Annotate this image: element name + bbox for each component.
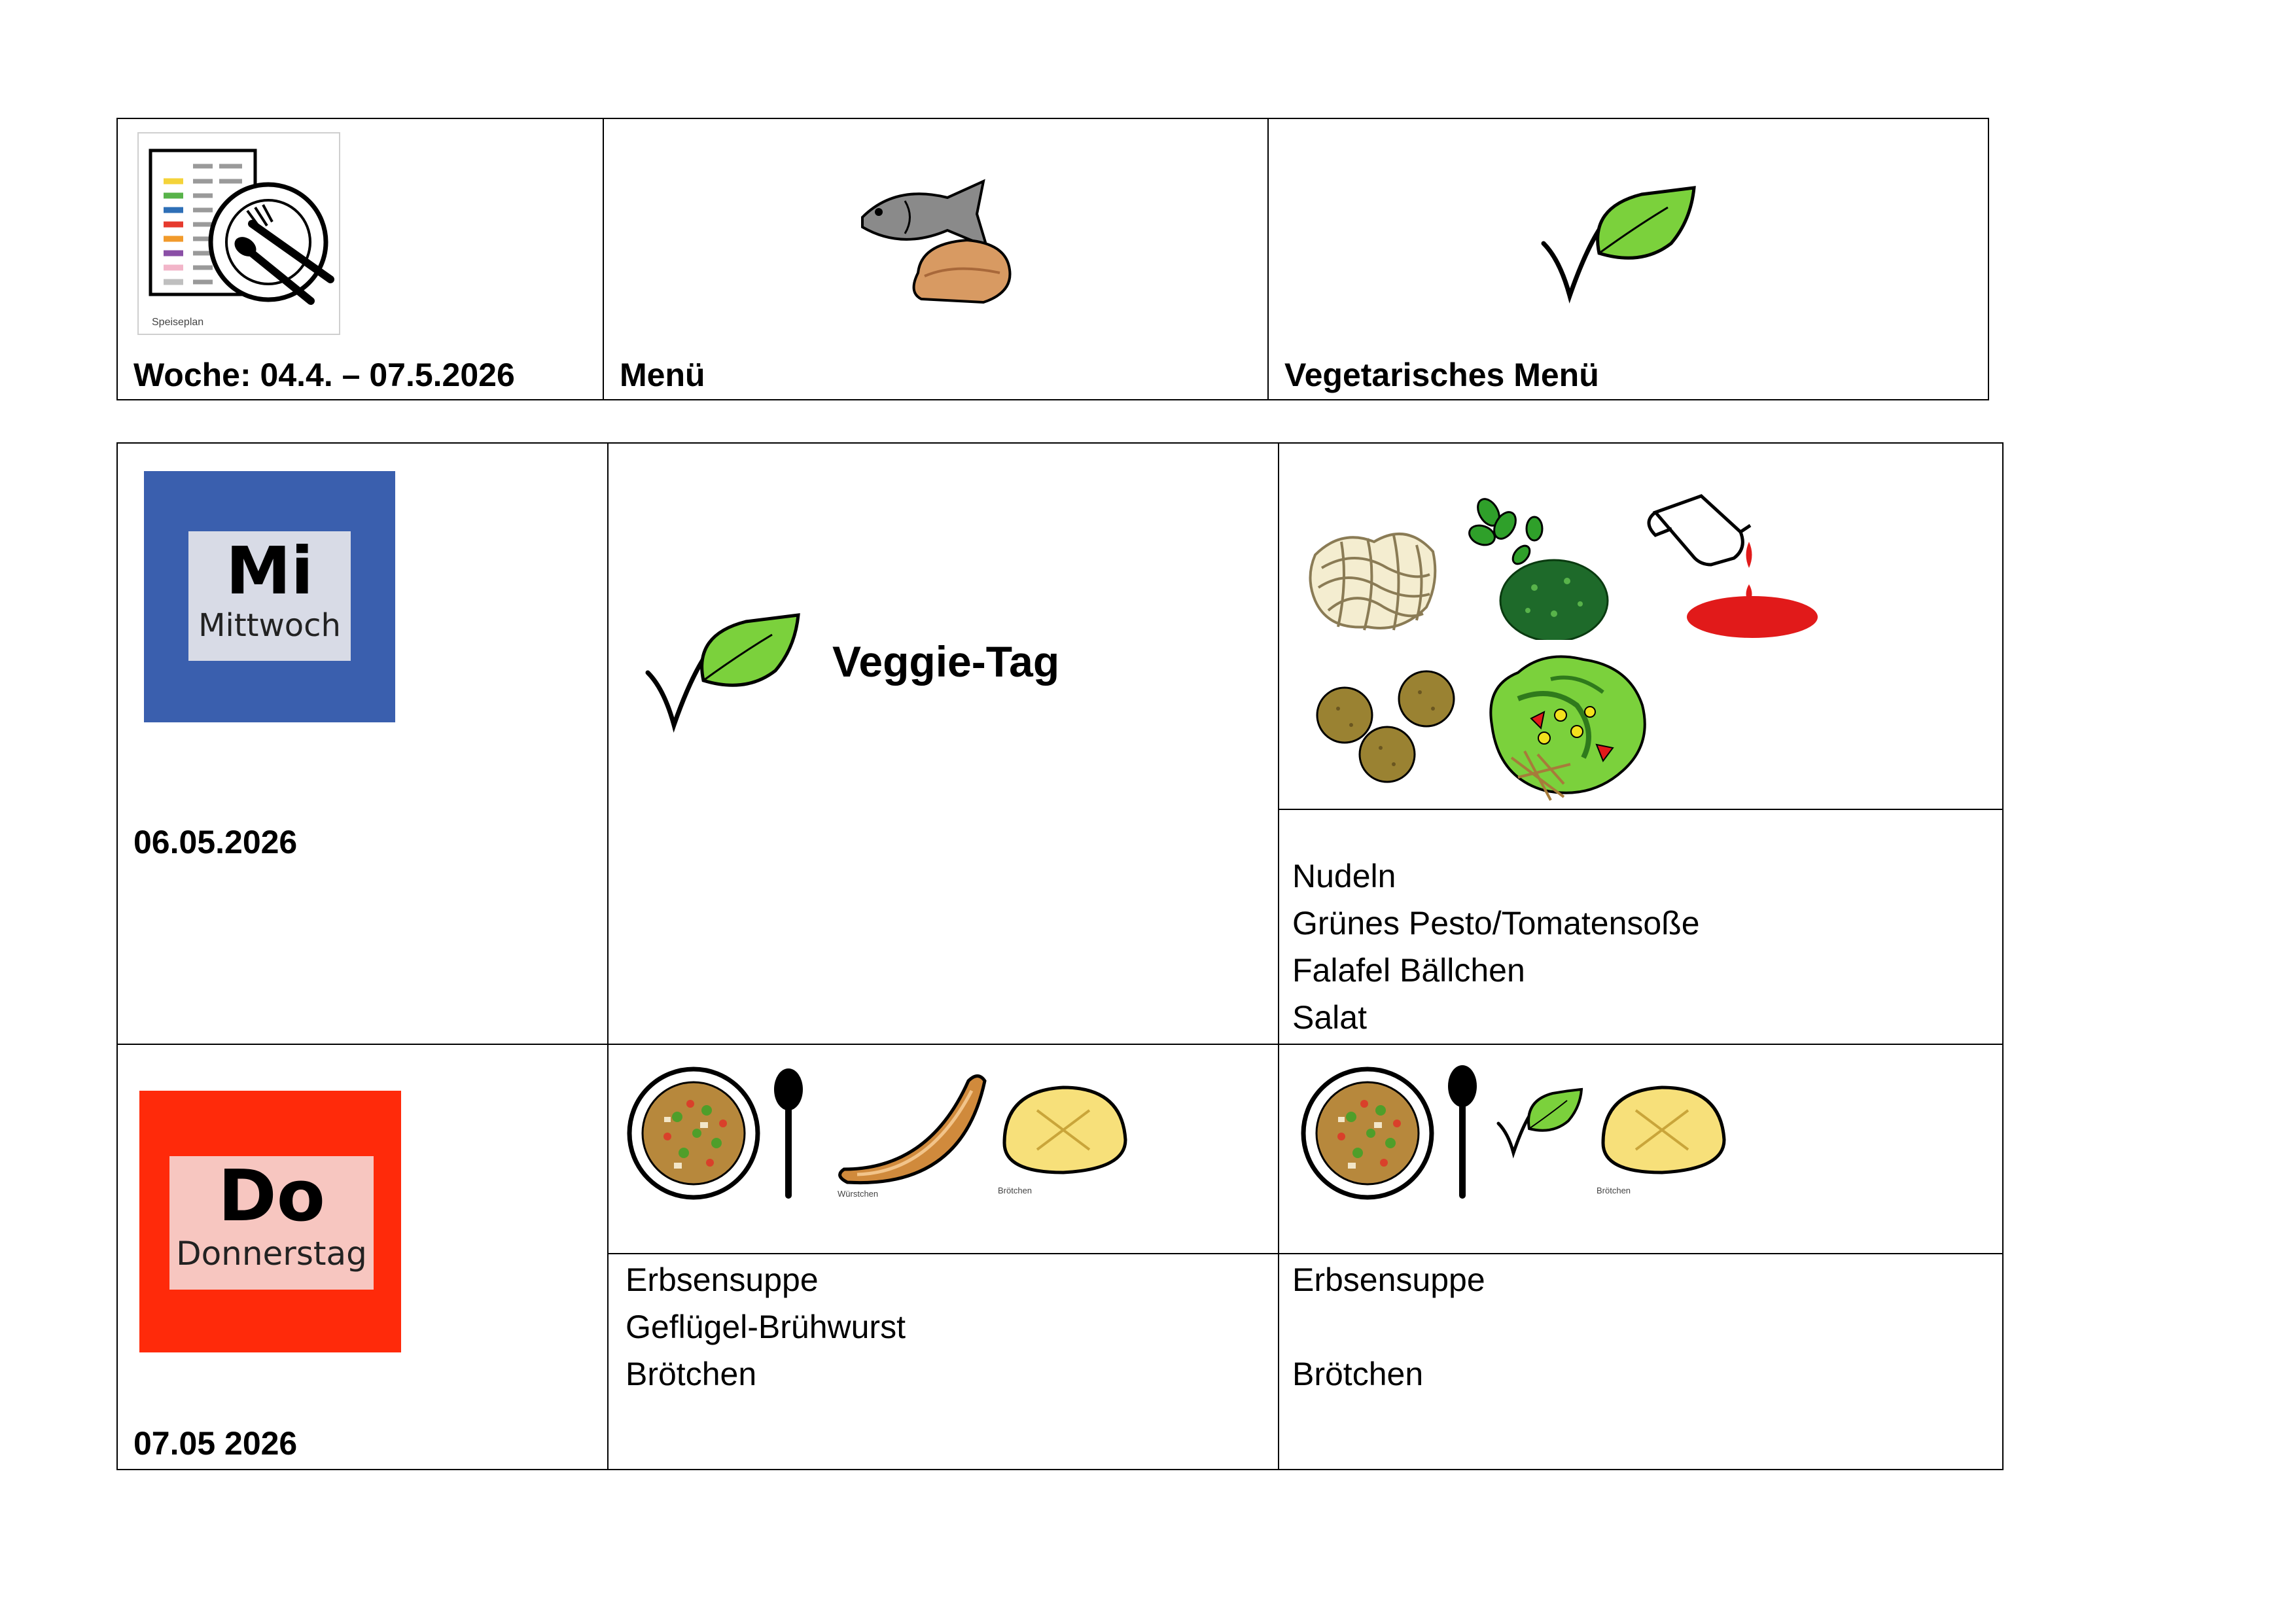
header-menu-cell xyxy=(603,118,1269,400)
sausage-icon xyxy=(831,1065,988,1202)
soup-icon xyxy=(625,1065,762,1202)
menu-text-cell-donnerstag xyxy=(607,1253,1279,1470)
menu-item: Brötchen xyxy=(626,1356,757,1392)
menu-item: Geflügel-Brühwurst xyxy=(626,1309,906,1345)
spoon-icon xyxy=(769,1065,808,1202)
veggie-leaf-icon xyxy=(1495,1084,1587,1163)
pesto-icon xyxy=(1456,489,1633,640)
veg-item: Brötchen xyxy=(1292,1356,1424,1392)
menu-cell-mittwoch xyxy=(607,442,1279,1045)
day-date: 07.05 2026 xyxy=(133,1425,298,1462)
falafel-icon xyxy=(1309,663,1466,794)
menu-image-cell-donnerstag xyxy=(607,1044,1279,1254)
day-cell-donnerstag xyxy=(116,1044,609,1470)
fish-meat-icon xyxy=(843,171,1033,315)
day-name: Mittwoch xyxy=(198,607,341,644)
menu-title: Veggie-Tag xyxy=(832,637,1060,686)
veg-item: Falafel Bällchen xyxy=(1292,952,1525,989)
day-cell-mittwoch xyxy=(116,442,609,1045)
day-name: Donnerstag xyxy=(176,1235,367,1273)
speiseplan-caption: Speiseplan xyxy=(152,317,204,328)
day-abbr: Mi xyxy=(226,533,313,609)
day-badge-donnerstag xyxy=(139,1091,401,1352)
menu-item: Erbsensuppe xyxy=(626,1261,819,1298)
sausage-caption: Würstchen xyxy=(838,1189,879,1199)
speiseplan-icon xyxy=(137,132,340,335)
day-badge-mittwoch xyxy=(144,471,395,722)
header-veg-cell xyxy=(1267,118,1989,400)
spoon-icon xyxy=(1443,1061,1482,1202)
veg-item: Grünes Pesto/Tomatensoße xyxy=(1292,905,1700,942)
week-label: Woche: 04.4. – 07.5.2026 xyxy=(133,357,515,393)
salad-icon xyxy=(1479,646,1655,807)
bread-roll-icon xyxy=(1597,1071,1734,1202)
veg-item: Salat xyxy=(1292,999,1367,1036)
bread-roll-icon xyxy=(998,1071,1135,1202)
veggie-leaf-icon xyxy=(1537,181,1707,312)
header-week-cell xyxy=(116,118,604,400)
soup-icon xyxy=(1299,1065,1436,1202)
tomato-sauce-icon xyxy=(1642,486,1819,643)
veg-menu-column-label: Vegetarisches Menü xyxy=(1284,357,1599,393)
veg-image-cell-donnerstag xyxy=(1278,1044,2004,1254)
day-date: 06.05.2026 xyxy=(133,824,298,860)
menu-column-label: Menü xyxy=(620,357,705,393)
broetchen-caption: Brötchen xyxy=(998,1186,1033,1195)
veg-text-cell-donnerstag xyxy=(1278,1253,2004,1470)
broetchen-caption: Brötchen xyxy=(1597,1186,1631,1195)
day-abbr: Do xyxy=(218,1155,325,1237)
veg-item: Nudeln xyxy=(1292,858,1396,894)
veg-image-cell-mittwoch xyxy=(1278,442,2004,810)
pasta-icon xyxy=(1302,516,1446,640)
veg-item: Erbsensuppe xyxy=(1292,1261,1485,1298)
veg-text-cell-mittwoch xyxy=(1278,809,2004,1045)
veggie-leaf-icon xyxy=(641,607,811,738)
